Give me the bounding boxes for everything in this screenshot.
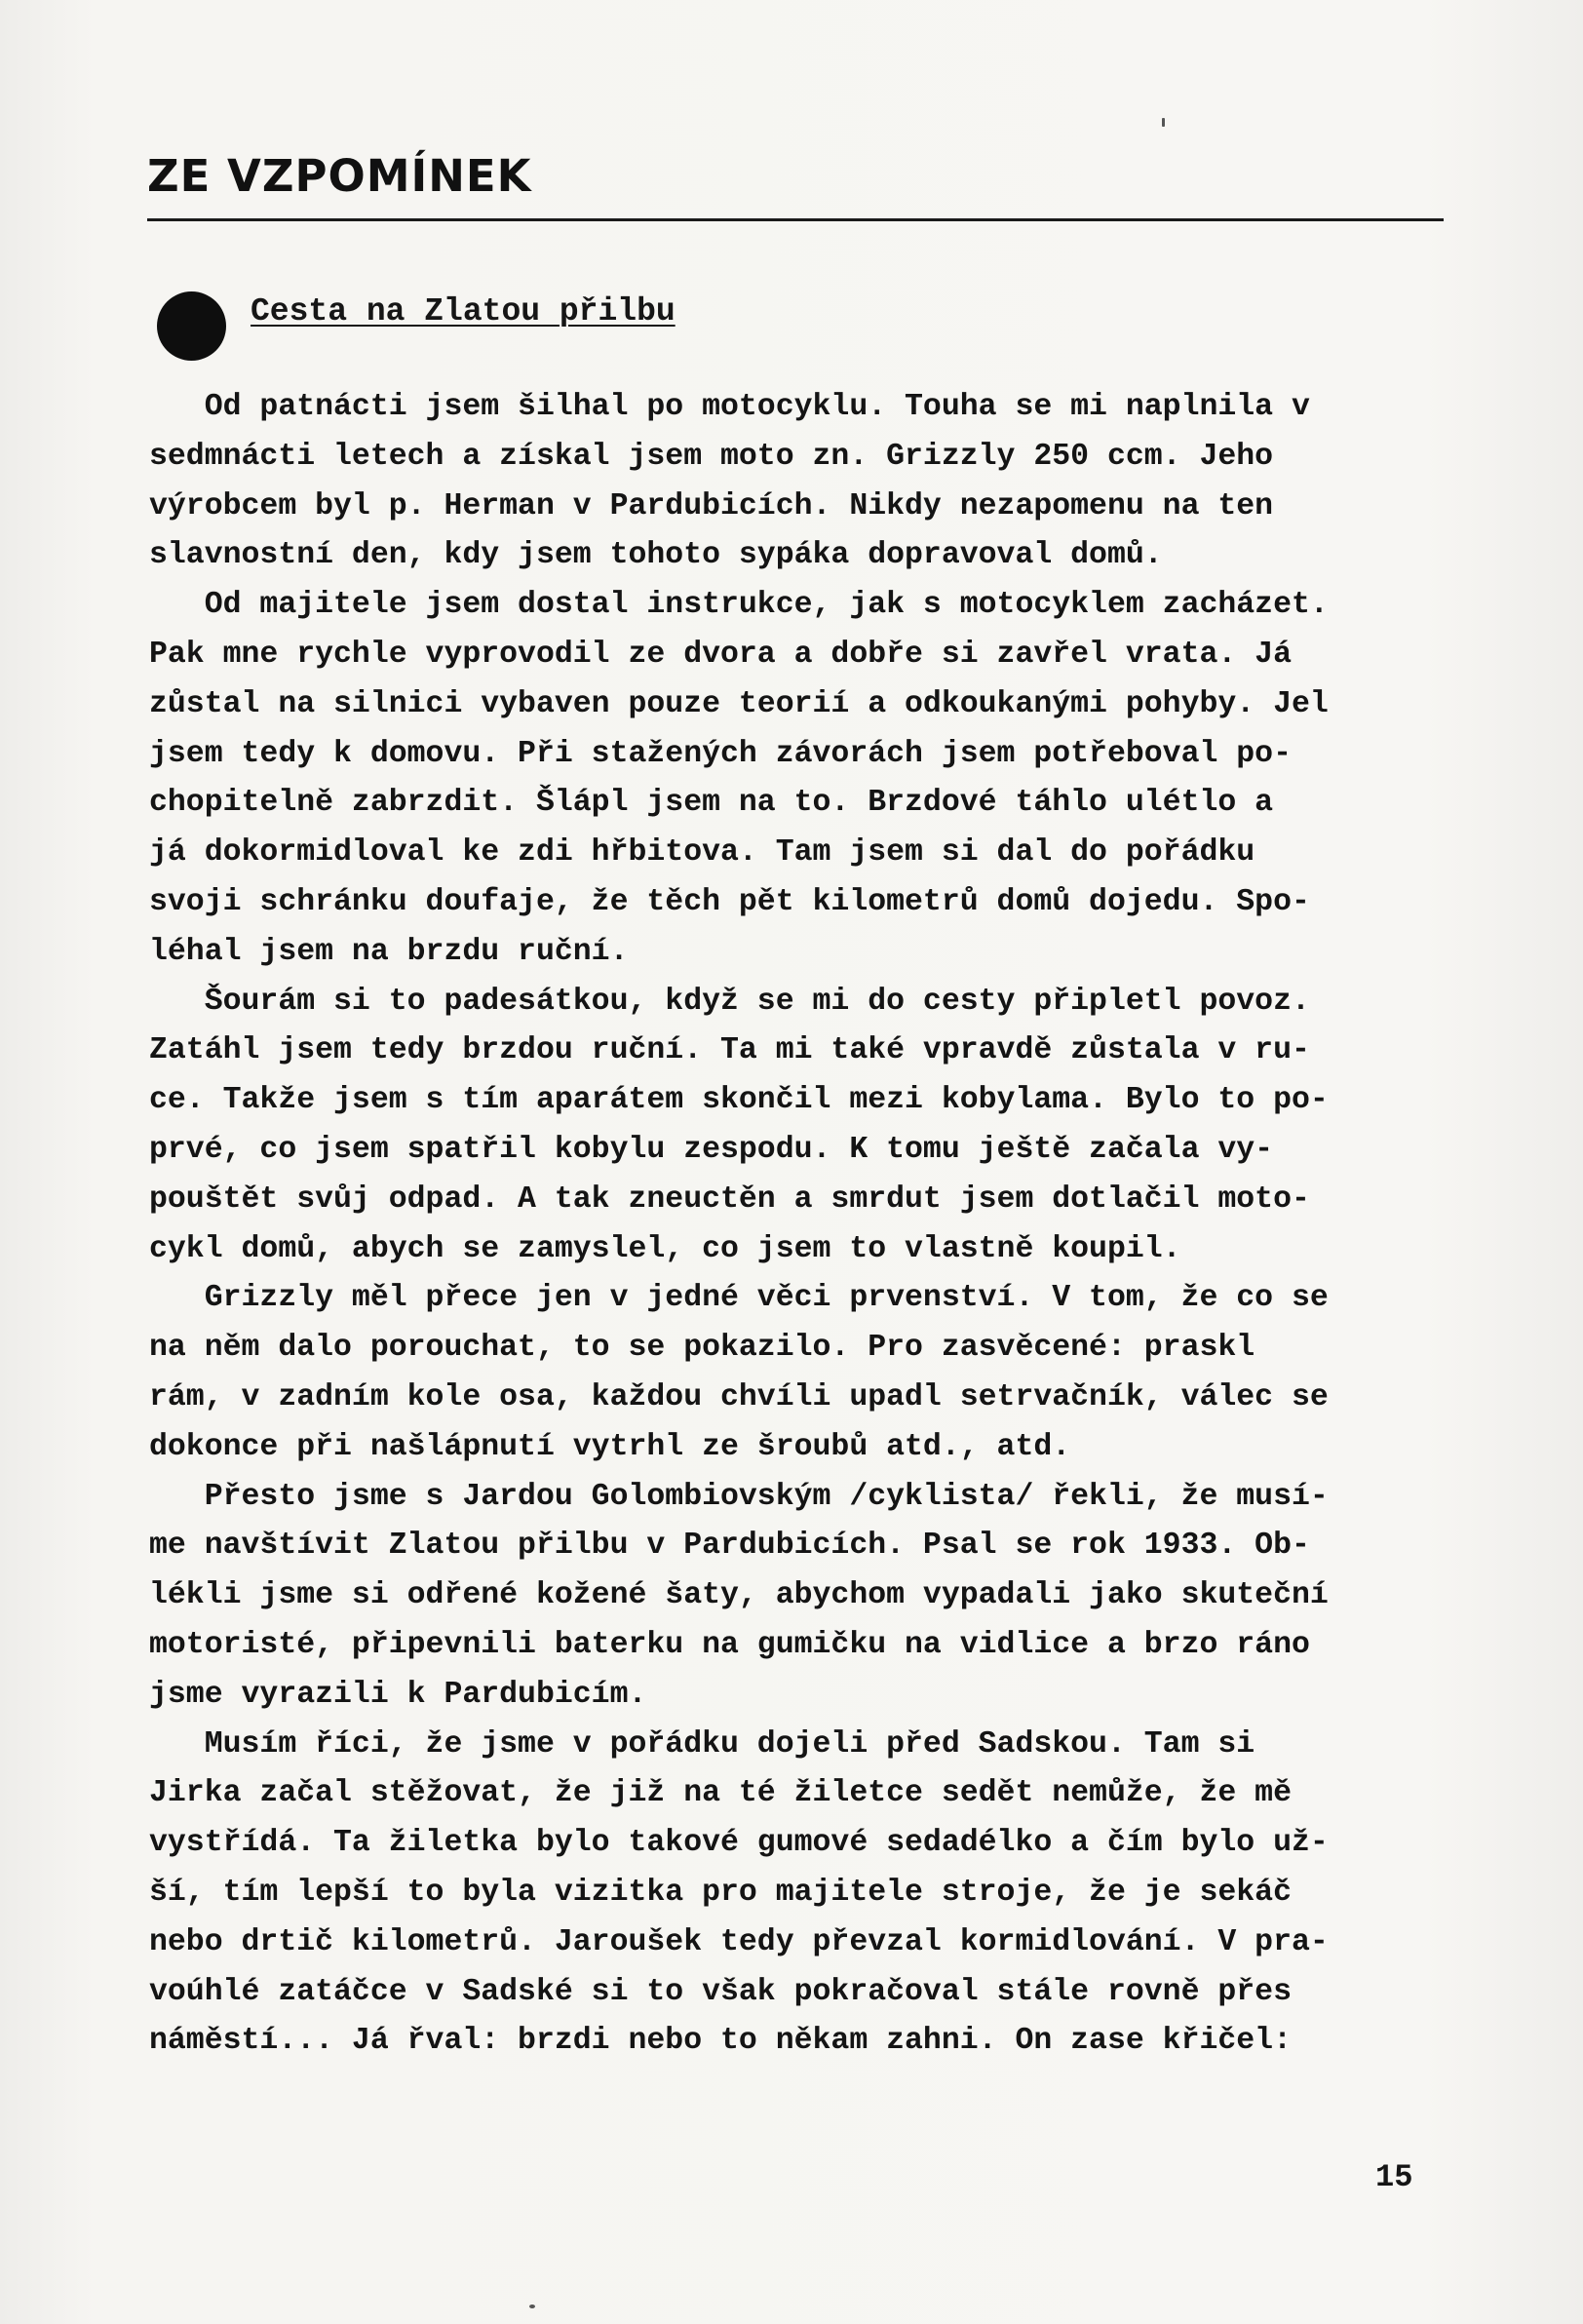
text-line: pouštět svůj odpad. A tak zneuctěn a smrdut jsem dotlačil moto- xyxy=(149,1181,1310,1217)
text-line: Od patnácti jsem šilhal po motocyklu. Touha se mi naplnila v xyxy=(149,390,1310,424)
text-line: vystřídá. Ta žiletka bylo takové gumové sedadélko a čím bylo už- xyxy=(149,1826,1329,1861)
text-line: lékli jsme si odřené kožené šaty, abychom vypadali jako skuteční xyxy=(149,1578,1329,1613)
text-line: cykl domů, abych se zamyslel, co jsem to vlastně koupil. xyxy=(149,1231,1181,1266)
text-line: me navštívit Zlatou přilbu v Pardubicích. Psal se rok 1933. Ob- xyxy=(149,1529,1310,1564)
page-number: 15 xyxy=(1375,2159,1413,2195)
text-line: ce. Takže jsem s tím aparátem skončil mezi kobylama. Bylo to po- xyxy=(149,1083,1329,1118)
text-line: jsem tedy k domovu. Při stažených závorách jsem potřeboval po- xyxy=(149,736,1292,771)
text-line: motoristé, připevnili baterku na gumičku na vidlice a brzo ráno xyxy=(149,1627,1310,1662)
text-line: léhal jsem na brzdu ruční. xyxy=(149,934,629,969)
bullet-icon xyxy=(157,291,226,361)
text-line: dokonce při našlápnutí vytrhl ze šroubů atd., atd. xyxy=(149,1429,1071,1464)
text-line: svoji schránku doufaje, že těch pět kilometrů domů dojedu. Spo- xyxy=(149,884,1310,919)
text-line: prvé, co jsem spatřil kobylu zespodu. K tomu ještě začala vy- xyxy=(149,1132,1274,1167)
article-body xyxy=(149,383,1455,2067)
text-line: Pak mne rychle vyprovodil ze dvora a dobře si zavřel vrata. Já xyxy=(149,637,1292,672)
text-line: Grizzly měl přece jen v jedné věci prvenství. V tom, že co se xyxy=(149,1281,1329,1316)
text-line: Musím říci, že jsme v pořádku dojeli před Sadskou. Tam si xyxy=(149,1726,1255,1762)
text-line: rám, v zadním kole osa, každou chvíli upadl setrvačník, válec se xyxy=(149,1379,1329,1414)
text-line: voúhlé zatáčce v Sadské si to však pokračoval stále rovně přes xyxy=(149,1974,1292,2009)
section-heading: ZE VZPOMÍNEK xyxy=(147,150,532,202)
text-line: sedmnácti letech a získal jsem moto zn. Grizzly 250 ccm. Jeho xyxy=(149,439,1274,474)
article-title: Cesta na Zlatou přilbu xyxy=(251,293,676,329)
text-line: slavnostní den, kdy jsem tohoto sypáka dopravoval domů. xyxy=(149,538,1163,573)
text-line: Jirka začal stěžovat, že již na té žiletce sedět nemůže, že mě xyxy=(149,1776,1292,1811)
text-line: jsme vyrazili k Pardubicím. xyxy=(149,1677,647,1712)
text-line: Od majitele jsem dostal instrukce, jak s motocyklem zacházet. xyxy=(149,588,1329,623)
text-line: výrobcem byl p. Herman v Pardubicích. Nikdy nezapomenu na ten xyxy=(149,488,1274,523)
print-speck xyxy=(1162,118,1165,127)
print-speck xyxy=(529,2305,535,2308)
text-line: nebo drtič kilometrů. Jaroušek tedy převzal kormidlování. V pra- xyxy=(149,1924,1329,1959)
text-line: náměstí... Já řval: brzdi nebo to někam zahni. On zase křičel: xyxy=(149,2024,1292,2059)
text-line: chopitelně zabrzdit. Šlápl jsem na to. Brzdové táhlo ulétlo a xyxy=(149,786,1274,821)
heading-rule xyxy=(147,218,1444,221)
text-line: zůstal na silnici vybaven pouze teorií a odkoukanými pohyby. Jel xyxy=(149,686,1329,721)
text-line: já dokormidloval ke zdi hřbitova. Tam jsem si dal do pořádku xyxy=(149,835,1255,871)
text-line: Šourám si to padesátkou, když se mi do cesty připletl povoz. xyxy=(149,984,1310,1019)
text-line: ší, tím lepší to byla vizitka pro majitele stroje, že je sekáč xyxy=(149,1875,1292,1910)
text-line: Přesto jsme s Jardou Golombiovským /cyklista/ řekli, že musí- xyxy=(149,1479,1329,1514)
text-line: na něm dalo porouchat, to se pokazilo. Pro zasvěcené: praskl xyxy=(149,1331,1255,1366)
text-line: Zatáhl jsem tedy brzdou ruční. Ta mi také vpravdě zůstala v ru- xyxy=(149,1033,1310,1068)
